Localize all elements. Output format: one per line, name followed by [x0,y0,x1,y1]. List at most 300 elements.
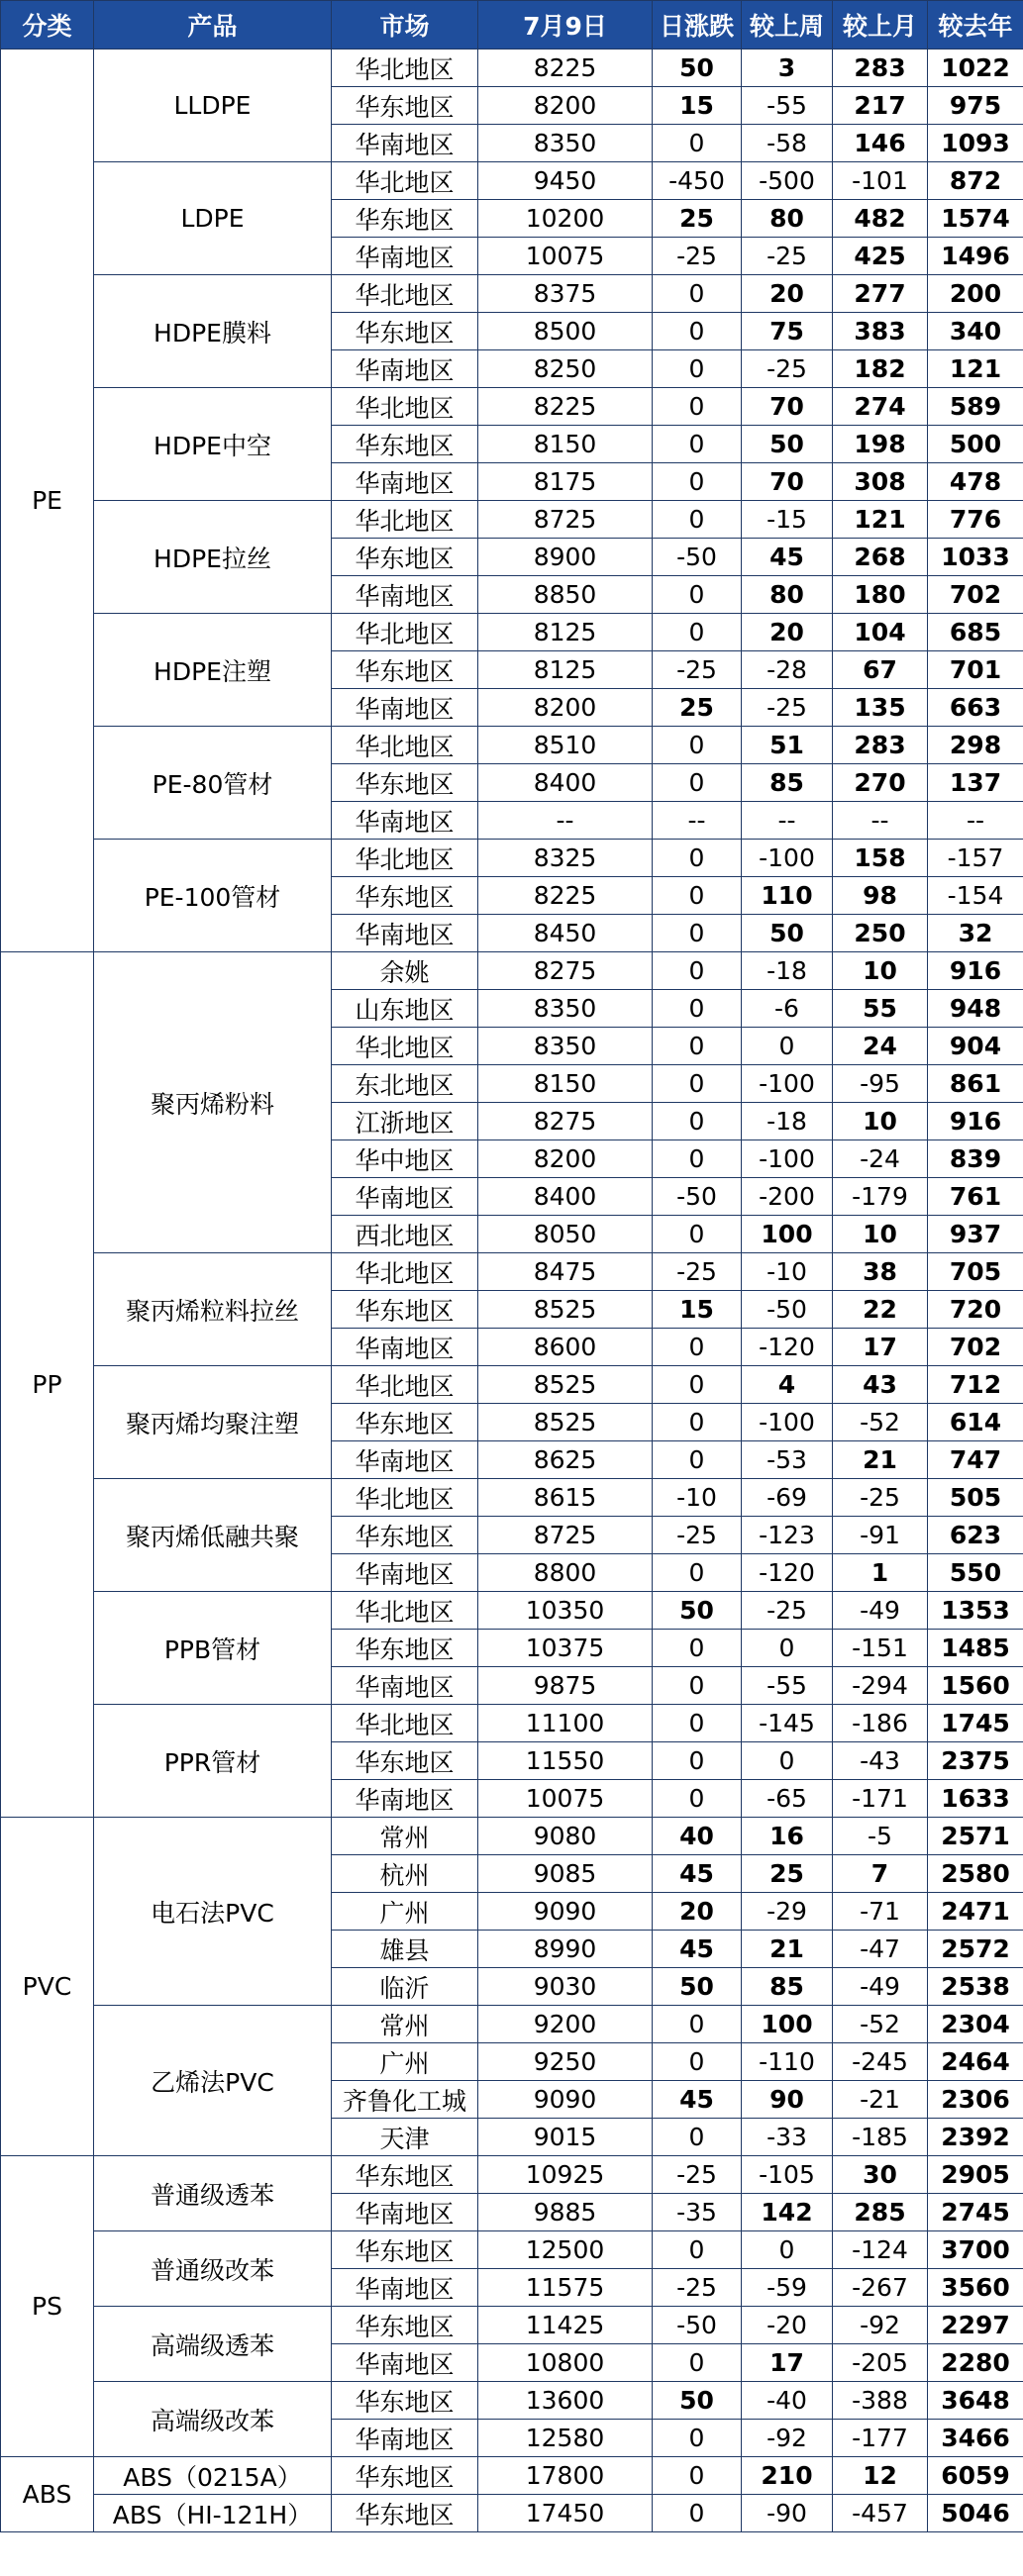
year-change-cell: 1093 [928,125,1023,162]
price-cell: 9090 [478,1893,653,1931]
price-cell: 8525 [478,1291,653,1329]
month-change-cell: 10 [833,1216,928,1253]
month-change-cell: 482 [833,200,928,238]
week-change-cell: -50 [742,1291,833,1329]
price-cell: 10075 [478,1780,653,1818]
daily-change-cell: -35 [653,2194,742,2231]
month-change-cell: 38 [833,1253,928,1291]
market-cell: 东北地区 [332,1065,478,1103]
week-change-cell: 51 [742,727,833,764]
daily-change-cell: 0 [653,877,742,915]
price-cell: 8350 [478,1028,653,1065]
month-change-cell: 283 [833,727,928,764]
daily-change-cell: 0 [653,1028,742,1065]
year-change-cell: 839 [928,1140,1023,1178]
daily-change-cell: 0 [653,614,742,651]
year-change-cell: 2905 [928,2156,1023,2194]
year-change-cell: 2572 [928,1931,1023,1968]
year-change-cell: 623 [928,1517,1023,1554]
daily-change-cell: -25 [653,2156,742,2194]
year-change-cell: 2464 [928,2043,1023,2081]
daily-change-cell: 0 [653,2231,742,2269]
product-cell: HDPE膜料 [94,275,332,388]
product-cell: PPR管材 [94,1705,332,1818]
price-cell: 8525 [478,1366,653,1404]
daily-change-cell: 0 [653,915,742,952]
month-change-cell: 277 [833,275,928,313]
table-row [1,2006,1023,2043]
week-change-cell: -33 [742,2119,833,2156]
month-change-cell: -179 [833,1178,928,1216]
year-change-cell: 712 [928,1366,1023,1404]
week-change-cell: -65 [742,1780,833,1818]
table-row [1,2382,1023,2420]
year-change-cell: 702 [928,1329,1023,1366]
price-cell: 8225 [478,388,653,426]
market-cell: 华东地区 [332,2231,478,2269]
price-cell: 11550 [478,1742,653,1780]
price-cell: 8525 [478,1404,653,1441]
price-cell: 9015 [478,2119,653,2156]
month-change-cell: 146 [833,125,928,162]
market-cell: 华东地区 [332,2156,478,2194]
price-cell: 8250 [478,350,653,388]
year-change-cell: 32 [928,915,1023,952]
daily-change-cell: -25 [653,238,742,275]
week-change-cell: -29 [742,1893,833,1931]
price-cell: 8500 [478,313,653,350]
price-cell: 9080 [478,1818,653,1855]
price-cell: 12500 [478,2231,653,2269]
daily-change-cell: 45 [653,1855,742,1893]
market-cell: 广州 [332,2043,478,2081]
daily-change-cell: 0 [653,1667,742,1705]
market-cell: 华南地区 [332,2420,478,2457]
market-cell: 华南地区 [332,1329,478,1366]
daily-change-cell: 0 [653,501,742,539]
week-change-cell: -105 [742,2156,833,2194]
daily-change-cell: -- [653,802,742,840]
header-year-change: 较去年 [928,1,1023,50]
market-cell: 华北地区 [332,1479,478,1517]
category-cell: ABS [1,2457,94,2532]
month-change-cell: 24 [833,1028,928,1065]
month-change-cell: -95 [833,1065,928,1103]
month-change-cell: 270 [833,764,928,802]
price-cell: 8350 [478,125,653,162]
month-change-cell: 7 [833,1855,928,1893]
year-change-cell: 2297 [928,2307,1023,2344]
month-change-cell: -47 [833,1931,928,1968]
year-change-cell: 2306 [928,2081,1023,2119]
product-cell: PE-80管材 [94,727,332,840]
year-change-cell: 776 [928,501,1023,539]
price-cell: 9885 [478,2194,653,2231]
month-change-cell: -101 [833,162,928,200]
year-change-cell: 1353 [928,1592,1023,1630]
market-cell: 华南地区 [332,238,478,275]
week-change-cell: -- [742,802,833,840]
month-change-cell: -- [833,802,928,840]
price-cell: 8175 [478,463,653,501]
price-cell: 10200 [478,200,653,238]
price-cell: 10925 [478,2156,653,2194]
week-change-cell: -28 [742,651,833,689]
daily-change-cell: 0 [653,2043,742,2081]
table-row [1,952,1023,990]
daily-change-cell: 50 [653,1968,742,2006]
week-change-cell: 100 [742,1216,833,1253]
daily-change-cell: 0 [653,952,742,990]
market-cell: 华东地区 [332,1291,478,1329]
month-change-cell: -92 [833,2307,928,2344]
month-change-cell: 30 [833,2156,928,2194]
month-change-cell: -43 [833,1742,928,1780]
year-change-cell: 2571 [928,1818,1023,1855]
table-row [1,275,1023,313]
year-change-cell: 2375 [928,1742,1023,1780]
month-change-cell: -124 [833,2231,928,2269]
table-row [1,1818,1023,1855]
month-change-cell: 180 [833,576,928,614]
product-cell: 电石法PVC [94,1818,332,2006]
product-cell: LLDPE [94,50,332,162]
month-change-cell: 182 [833,350,928,388]
week-change-cell: -25 [742,238,833,275]
daily-change-cell: 0 [653,764,742,802]
price-cell: 8050 [478,1216,653,1253]
product-cell: 高端级透苯 [94,2307,332,2382]
month-change-cell: -49 [833,1592,928,1630]
week-change-cell: -59 [742,2269,833,2307]
week-change-cell: -90 [742,2495,833,2532]
price-cell: 8990 [478,1931,653,1968]
year-change-cell: 550 [928,1554,1023,1592]
market-cell: 华南地区 [332,915,478,952]
price-cell: 8125 [478,651,653,689]
month-change-cell: 308 [833,463,928,501]
year-change-cell: 1022 [928,50,1023,87]
daily-change-cell: 0 [653,1103,742,1140]
week-change-cell: 90 [742,2081,833,2119]
year-change-cell: 200 [928,275,1023,313]
daily-change-cell: 20 [653,1893,742,1931]
week-change-cell: -100 [742,1065,833,1103]
daily-change-cell: 0 [653,1366,742,1404]
daily-change-cell: 50 [653,2382,742,2420]
month-change-cell: -5 [833,1818,928,1855]
week-change-cell: -58 [742,125,833,162]
price-cell: 8150 [478,1065,653,1103]
market-cell: 华南地区 [332,689,478,727]
daily-change-cell: -50 [653,539,742,576]
price-cell: 8725 [478,501,653,539]
price-cell: 8725 [478,1517,653,1554]
year-change-cell: 614 [928,1404,1023,1441]
month-change-cell: -71 [833,1893,928,1931]
daily-change-cell: 50 [653,1592,742,1630]
table-row [1,2231,1023,2269]
month-change-cell: -267 [833,2269,928,2307]
year-change-cell: 2538 [928,1968,1023,2006]
price-cell: -- [478,802,653,840]
week-change-cell: 80 [742,576,833,614]
month-change-cell: 21 [833,1441,928,1479]
price-cell: 9090 [478,2081,653,2119]
product-cell: 聚丙烯均聚注塑 [94,1366,332,1479]
daily-change-cell: 0 [653,1065,742,1103]
daily-change-cell: 0 [653,125,742,162]
header-week-change: 较上周 [742,1,833,50]
month-change-cell: 268 [833,539,928,576]
year-change-cell: 975 [928,87,1023,125]
product-cell: ABS（HI-121H） [94,2495,332,2532]
price-cell: 8900 [478,539,653,576]
month-change-cell: 10 [833,952,928,990]
price-cell: 9450 [478,162,653,200]
week-change-cell: 20 [742,614,833,651]
price-cell: 17450 [478,2495,653,2532]
year-change-cell: 720 [928,1291,1023,1329]
table-row [1,162,1023,200]
price-cell: 8150 [478,426,653,463]
price-cell: 8600 [478,1329,653,1366]
daily-change-cell: -50 [653,2307,742,2344]
table-row [1,727,1023,764]
daily-change-cell: 40 [653,1818,742,1855]
year-change-cell: 904 [928,1028,1023,1065]
month-change-cell: 12 [833,2457,928,2495]
daily-change-cell: 0 [653,1705,742,1742]
market-cell: 华南地区 [332,1178,478,1216]
price-cell: 8625 [478,1441,653,1479]
week-change-cell: 85 [742,1968,833,2006]
price-cell: 8800 [478,1554,653,1592]
daily-change-cell: 0 [653,1140,742,1178]
price-cell: 9200 [478,2006,653,2043]
week-change-cell: 100 [742,2006,833,2043]
price-cell: 11100 [478,1705,653,1742]
month-change-cell: 55 [833,990,928,1028]
category-cell: PS [1,2156,94,2457]
market-cell: 华中地区 [332,1140,478,1178]
year-change-cell: 2471 [928,1893,1023,1931]
week-change-cell: -110 [742,2043,833,2081]
year-change-cell: 663 [928,689,1023,727]
market-cell: 华东地区 [332,764,478,802]
month-change-cell: 250 [833,915,928,952]
month-change-cell: 135 [833,689,928,727]
daily-change-cell: -50 [653,1178,742,1216]
market-cell: 华南地区 [332,1780,478,1818]
month-change-cell: 10 [833,1103,928,1140]
table-row [1,1705,1023,1742]
week-change-cell: 50 [742,915,833,952]
year-change-cell: 1496 [928,238,1023,275]
market-cell: 华北地区 [332,388,478,426]
month-change-cell: -171 [833,1780,928,1818]
month-change-cell: -21 [833,2081,928,2119]
market-cell: 华东地区 [332,1630,478,1667]
year-change-cell: 1485 [928,1630,1023,1667]
year-change-cell: 6059 [928,2457,1023,2495]
month-change-cell: -205 [833,2344,928,2382]
month-change-cell: -294 [833,1667,928,1705]
daily-change-cell: 15 [653,1291,742,1329]
daily-change-cell: 25 [653,689,742,727]
week-change-cell: -100 [742,1140,833,1178]
product-cell: 高端级改苯 [94,2382,332,2457]
year-change-cell: 298 [928,727,1023,764]
market-cell: 华南地区 [332,2269,478,2307]
week-change-cell: -69 [742,1479,833,1517]
market-cell: 华东地区 [332,1517,478,1554]
week-change-cell: 0 [742,2231,833,2269]
year-change-cell: 5046 [928,2495,1023,2532]
week-change-cell: -6 [742,990,833,1028]
week-change-cell: 3 [742,50,833,87]
year-change-cell: 1560 [928,1667,1023,1705]
category-cell: PVC [1,1818,94,2156]
year-change-cell: -154 [928,877,1023,915]
month-change-cell: -52 [833,1404,928,1441]
market-cell: 华南地区 [332,576,478,614]
daily-change-cell: 0 [653,2457,742,2495]
year-change-cell: 3700 [928,2231,1023,2269]
market-cell: 华东地区 [332,2307,478,2344]
week-change-cell: 4 [742,1366,833,1404]
week-change-cell: -500 [742,162,833,200]
month-change-cell: 43 [833,1366,928,1404]
price-cell: 8475 [478,1253,653,1291]
market-cell: 华东地区 [332,313,478,350]
product-cell: PE-100管材 [94,840,332,952]
month-change-cell: -457 [833,2495,928,2532]
daily-change-cell: 0 [653,388,742,426]
product-cell: 乙烯法PVC [94,2006,332,2156]
header-product: 产品 [94,1,332,50]
daily-change-cell: 45 [653,2081,742,2119]
year-change-cell: 1745 [928,1705,1023,1742]
month-change-cell: 274 [833,388,928,426]
daily-change-cell: -450 [653,162,742,200]
year-change-cell: 121 [928,350,1023,388]
week-change-cell: -10 [742,1253,833,1291]
price-cell: 8225 [478,50,653,87]
year-change-cell: 916 [928,952,1023,990]
year-change-cell: 3560 [928,2269,1023,2307]
daily-change-cell: 0 [653,1780,742,1818]
daily-change-cell: 0 [653,1329,742,1366]
product-cell: 聚丙烯粒料拉丝 [94,1253,332,1366]
week-change-cell: 16 [742,1818,833,1855]
year-change-cell: 500 [928,426,1023,463]
daily-change-cell: 0 [653,313,742,350]
market-cell: 华北地区 [332,162,478,200]
table-row [1,501,1023,539]
week-change-cell: 25 [742,1855,833,1893]
month-change-cell: -245 [833,2043,928,2081]
daily-change-cell: 45 [653,1931,742,1968]
price-cell: 11425 [478,2307,653,2344]
week-change-cell: -40 [742,2382,833,2420]
week-change-cell: -18 [742,952,833,990]
week-change-cell: 17 [742,2344,833,2382]
year-change-cell: 137 [928,764,1023,802]
table-row [1,388,1023,426]
week-change-cell: 142 [742,2194,833,2231]
product-cell: ABS（0215A） [94,2457,332,2495]
week-change-cell: 85 [742,764,833,802]
market-cell: 齐鲁化工城 [332,2081,478,2119]
month-change-cell: 285 [833,2194,928,2231]
daily-change-cell: 0 [653,1441,742,1479]
year-change-cell: 705 [928,1253,1023,1291]
market-cell: 华南地区 [332,125,478,162]
week-change-cell: 70 [742,463,833,501]
year-change-cell: 589 [928,388,1023,426]
table-row [1,1479,1023,1517]
month-change-cell: 67 [833,651,928,689]
market-cell: 常州 [332,1818,478,1855]
market-cell: 天津 [332,2119,478,2156]
market-cell: 华北地区 [332,1705,478,1742]
table-row [1,2156,1023,2194]
year-change-cell: 2280 [928,2344,1023,2382]
daily-change-cell: 0 [653,350,742,388]
daily-change-cell: 0 [653,426,742,463]
daily-change-cell: 0 [653,2420,742,2457]
daily-change-cell: -10 [653,1479,742,1517]
week-change-cell: 45 [742,539,833,576]
daily-change-cell: -25 [653,1253,742,1291]
week-change-cell: -145 [742,1705,833,1742]
year-change-cell: 701 [928,651,1023,689]
header-market: 市场 [332,1,478,50]
price-cell: 8850 [478,576,653,614]
month-change-cell: -24 [833,1140,928,1178]
product-cell: 聚丙烯粉料 [94,952,332,1253]
daily-change-cell: 0 [653,2344,742,2382]
month-change-cell: -177 [833,2420,928,2457]
header-category: 分类 [1,1,94,50]
daily-change-cell: -25 [653,1517,742,1554]
week-change-cell: -200 [742,1178,833,1216]
market-cell: 山东地区 [332,990,478,1028]
month-change-cell: 1 [833,1554,928,1592]
week-change-cell: 210 [742,2457,833,2495]
market-cell: 华北地区 [332,1366,478,1404]
market-cell: 华北地区 [332,1253,478,1291]
year-change-cell: 872 [928,162,1023,200]
week-change-cell: -100 [742,1404,833,1441]
header-row [1,1,1023,50]
market-cell: 广州 [332,1893,478,1931]
market-cell: 华北地区 [332,275,478,313]
price-cell: 8275 [478,952,653,990]
market-cell: 西北地区 [332,1216,478,1253]
month-change-cell: 383 [833,313,928,350]
daily-change-cell: 50 [653,50,742,87]
price-cell: 8615 [478,1479,653,1517]
week-change-cell: 70 [742,388,833,426]
month-change-cell: -52 [833,2006,928,2043]
price-cell: 9085 [478,1855,653,1893]
price-cell: 11575 [478,2269,653,2307]
product-cell: HDPE拉丝 [94,501,332,614]
year-change-cell: 916 [928,1103,1023,1140]
market-cell: 华东地区 [332,539,478,576]
